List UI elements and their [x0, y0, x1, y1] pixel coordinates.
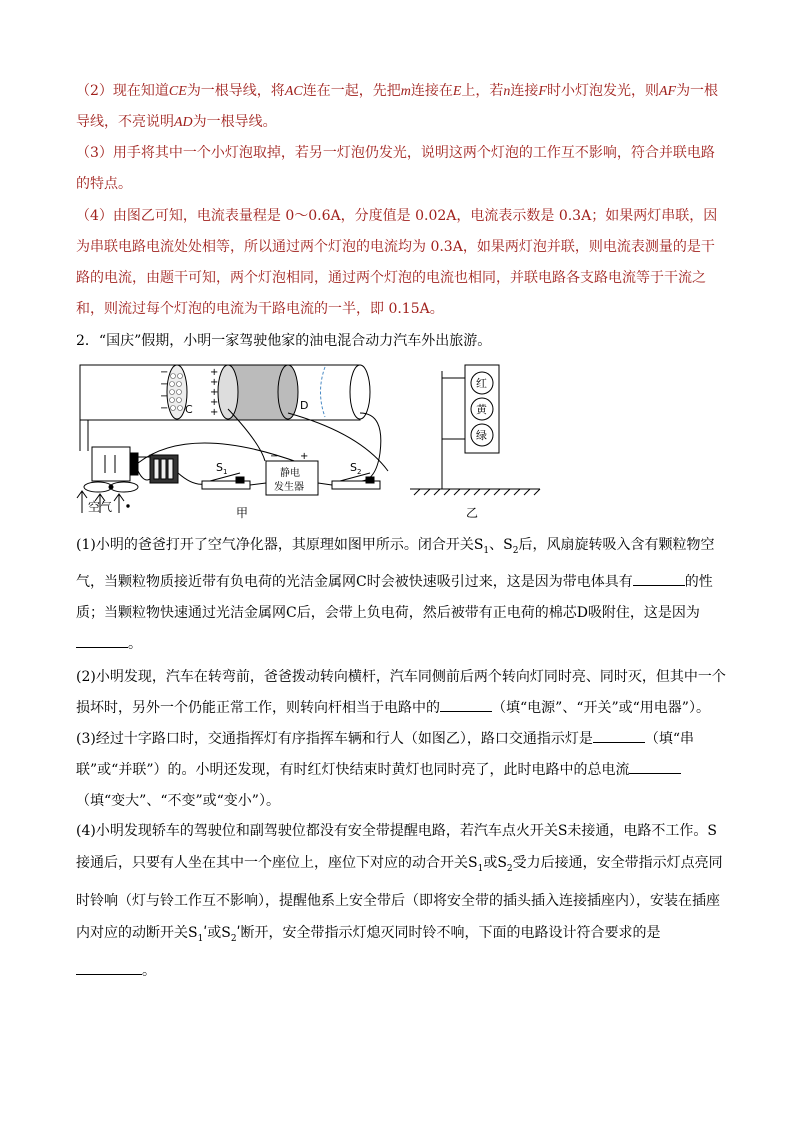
answer-part-4: （4）由图乙可知，电流表量程是 0～0.6A，分度值是 0.02A，电流表示数是 0.3A；如果两灯串联，因为串联电路电流处处相等，所以通过两个灯泡的电流均为 0.3A，如果两灯泡并联，则电流表测量的是干路的电流，由题干可知，两个灯泡相同，通过两个灯泡的电流也相同，并联电路各支路电流等于干流之和，则流过每个灯泡的电流为干路电流的一半，即 0.15A。 — [76, 208, 718, 317]
svg-text:+: + — [210, 407, 219, 418]
figure-air-purifier-and-traffic-light — [70, 353, 600, 525]
generator-plus: + — [300, 451, 309, 462]
svg-text:+: + — [210, 387, 219, 398]
answer-blank-1[interactable] — [633, 571, 685, 586]
svg-text:−: − — [160, 379, 169, 390]
svg-text:−: − — [160, 403, 169, 414]
svg-text:−: − — [160, 367, 169, 378]
generator-label-1: 静电 — [280, 468, 300, 479]
light-yellow-label: 黄 — [476, 403, 487, 416]
answer-blank-3[interactable] — [440, 697, 492, 712]
answer-part-2: （2）现在知道CE为一根导线，将AC连在一起，先把m连接在E上，若n连接F时小灯泡发光，则AF为一根导线，不亮说明AD为一根导线。 — [76, 83, 719, 130]
generator-minus: − — [270, 451, 279, 462]
question-2-part-4: (4)小明发现轿车的驾驶位和副驾驶位都没有安全带提醒电路，若汽车点火开关S未接通，电路不工作。S接通后，只要有人坐在其中一个座位上，座位下对应的动合开关$S_1$或$S_2$受力后接通，安全带指示灯点亮同时铃响（灯与铃工作互不影响），提醒他系上安全带后（即将安全带的插头插入连接插座内），安装在插座内对应的动断开关$S_1ʹ$或$S_2ʹ$断开，安全带指示灯熄灭同时铃不响，下面的电路设计符合要求的是。 — [76, 823, 723, 979]
label-jia: 甲 — [236, 506, 249, 520]
generator-label-2: 发生器 — [274, 482, 304, 493]
question-2-part-2: (2)小明发现，汽车在转弯前，爸爸拨动转向横杆，汽车同侧前后两个转向灯同时亮、同时灭，但其中一个损坏时，另外一个仍能正常工作，则转向杆相当于电路中的 （填“电源”、“开关”或“用电器”）。 — [76, 669, 726, 716]
svg-text:+: + — [210, 367, 219, 378]
label-air: 空气 — [88, 500, 113, 514]
answer-blank-2[interactable] — [76, 633, 128, 648]
label-yi: 乙 — [466, 506, 479, 520]
answer-blank-6[interactable] — [76, 960, 142, 975]
question-2-part-3: (3)经过十字路口时，交通指挥灯有序指挥车辆和行人（如图乙），路口交通指示灯是 （填“串联”或“并联”）的。小明还发现，有时红灯快结束时黄灯也同时亮了，此时电路中的总电流（填“变大”、“不变”或“变小”）。 — [76, 724, 726, 817]
answer-part-3: （3）用手将其中一个小灯泡取掉，若另一灯泡仍发光，说明这两个灯泡的工作互不影响，符合并联电路的特点。 — [76, 145, 715, 192]
answer-blank-4[interactable] — [593, 728, 645, 743]
light-red-label: 红 — [476, 377, 487, 390]
svg-text:+: + — [210, 377, 219, 388]
svg-text:+: + — [210, 397, 219, 408]
question-2-intro: 2．“国庆”假期，小明一家驾驶他家的油电混合动力汽车外出旅游。 — [76, 333, 492, 349]
light-green-label: 绿 — [476, 429, 487, 442]
label-d: D — [300, 399, 309, 412]
label-c: C — [185, 403, 193, 416]
answer-blank-5[interactable] — [629, 759, 681, 774]
question-2-part-1: (1)小明的爸爸打开了空气净化器，其原理如图甲所示。闭合开关$S_1$、$S_2$后，风扇旋转吸入含有颗粒物空气，当颗粒物质接近带有负电荷的光洁金属网C时会被快速吸引过来，这是因为带电体具有 的性质；当颗粒物快速通过光洁金属网C后，会带上负电荷，然后被带有正电荷的棉芯D吸附住，这是因为。 — [76, 537, 715, 652]
label-s2: $S_2$ — [350, 461, 362, 476]
label-s1: $S_1$ — [216, 461, 228, 476]
svg-text:−: − — [160, 391, 169, 402]
